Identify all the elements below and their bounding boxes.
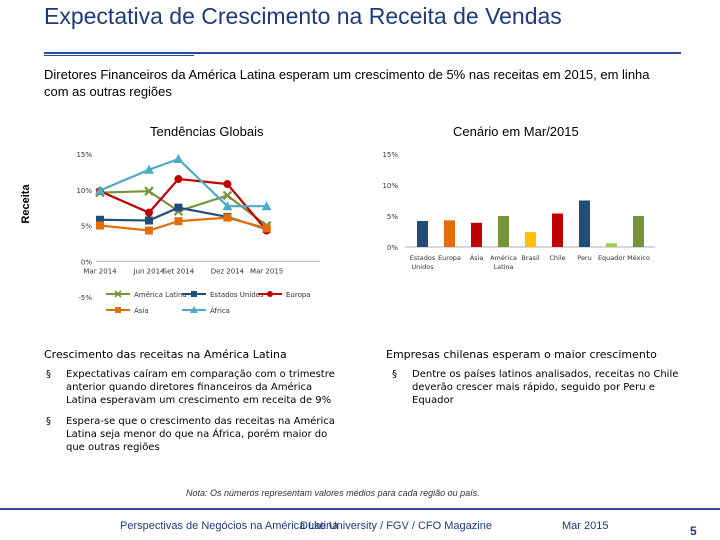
bar xyxy=(417,221,428,247)
right-bullet-item xyxy=(390,368,680,407)
bar xyxy=(444,220,455,247)
data-point xyxy=(173,154,183,163)
bullet-text: Dentre os países latinos analisados, receitas no Chile deverão crescer mais rápido, seguido por Peru e Equador xyxy=(412,369,679,406)
legend-label: Ásia xyxy=(134,307,149,315)
bullet-text: Espera-se que o crescimento das receitas na América Latina seja menor do que na África, porém maior do que outras regiões xyxy=(66,416,335,453)
data-point xyxy=(223,180,231,188)
bar xyxy=(633,216,644,247)
data-point xyxy=(263,224,271,232)
bar xyxy=(552,214,563,247)
left-panel-title: Tendências Globais xyxy=(150,124,264,139)
y-tick-label: -5% xyxy=(78,294,92,302)
data-point xyxy=(174,217,182,225)
data-point xyxy=(223,214,231,222)
bar xyxy=(525,232,536,247)
x-tick-label: Ásia xyxy=(469,254,484,262)
right-section-title: Empresas chilenas esperam o maior crescimento xyxy=(386,348,657,361)
legend-marker xyxy=(267,291,273,297)
left-bullet-list xyxy=(44,368,344,462)
series-line xyxy=(100,208,267,229)
x-tick-label xyxy=(490,254,517,271)
legend-label: Europa xyxy=(286,291,311,299)
footer-date: Mar 2015 xyxy=(562,520,609,532)
data-point xyxy=(174,175,182,183)
left-section-title: Crescimento das receitas na América Latina xyxy=(44,348,287,361)
bar xyxy=(606,243,617,247)
y-axis-label: Receita xyxy=(20,184,32,224)
x-tick-label: Mar 2014 xyxy=(83,267,117,276)
title-underline-accent xyxy=(44,55,194,56)
series-line xyxy=(100,159,267,206)
bullet-text: Expectativas caíram em comparação com o trimestre anterior quando diretores financeiros da América Latina esperavam um crescimento em receita de 9% xyxy=(66,369,335,406)
x-tick-label: México xyxy=(627,254,650,262)
title-underline xyxy=(44,52,681,54)
x-tick-label: Dez 2014 xyxy=(210,267,245,276)
y-tick-label: 0% xyxy=(80,258,92,267)
slide-subtitle: Diretores Financeiros da América Latina esperam um crescimento de 5% nas receitas em 2015, em linha com as outras regiões xyxy=(44,67,650,99)
bar xyxy=(498,216,509,247)
y-tick-label: 15% xyxy=(382,151,398,159)
slide-title: Expectativa de Crescimento na Receita de Vendas xyxy=(44,3,562,29)
bar xyxy=(579,201,590,248)
footnote: Nota: Os números representam valores médios para cada região ou país. xyxy=(186,488,480,498)
x-tick-label: Europa xyxy=(438,254,461,262)
y-tick-label: 15% xyxy=(76,151,92,159)
data-point xyxy=(145,209,153,217)
x-tick-label: Set 2014 xyxy=(162,267,195,276)
x-tick-label: Peru xyxy=(577,254,592,262)
y-tick-label: 5% xyxy=(386,213,398,221)
right-bullet-list xyxy=(390,368,680,415)
left-bullet-item xyxy=(44,415,344,454)
page-number: 5 xyxy=(690,524,697,538)
y-tick-label: 10% xyxy=(76,186,92,195)
x-tick-label xyxy=(410,254,436,271)
bullet-marker: § xyxy=(46,416,51,427)
right-panel-title: Cenário em Mar/2015 xyxy=(453,124,579,139)
x-tick-label: Equador xyxy=(597,254,626,262)
y-tick-label: 5% xyxy=(80,222,92,231)
legend-label: Estados Unidos xyxy=(210,291,264,299)
bullet-marker: § xyxy=(46,369,51,380)
x-tick-label: Jun 2014 xyxy=(133,267,165,276)
series-line xyxy=(100,179,267,230)
x-tick-label-line: Unidos xyxy=(411,263,434,271)
x-tick-label: Mar 2015 xyxy=(249,267,284,276)
bullet-marker: § xyxy=(392,369,397,380)
bar xyxy=(471,223,482,247)
data-point xyxy=(174,204,182,212)
data-point xyxy=(96,222,104,230)
footer-rule xyxy=(0,508,720,510)
global-trends-line-chart xyxy=(20,142,365,322)
data-point xyxy=(145,216,153,224)
legend-marker xyxy=(115,307,121,313)
footer-left-text: Perspectivas de Negócios na América Latina xyxy=(120,520,339,532)
left-bullet-item xyxy=(44,368,344,407)
x-tick-label: Brasil xyxy=(521,254,540,262)
y-tick-label: 0% xyxy=(386,244,398,252)
legend-marker xyxy=(191,291,197,297)
x-tick-label-line: Latina xyxy=(493,263,514,271)
data-point xyxy=(145,227,153,235)
x-tick-label: Chile xyxy=(549,254,566,262)
y-tick-label: 10% xyxy=(382,182,398,190)
x-tick-label-line: América xyxy=(490,254,517,262)
footer-center-text: Duke University / FGV / CFO Magazine xyxy=(300,520,492,532)
legend-label: América Latina xyxy=(134,291,187,299)
x-tick-label-line: Estados xyxy=(409,254,436,262)
legend-label: África xyxy=(210,307,230,315)
country-bar-chart xyxy=(365,142,665,322)
